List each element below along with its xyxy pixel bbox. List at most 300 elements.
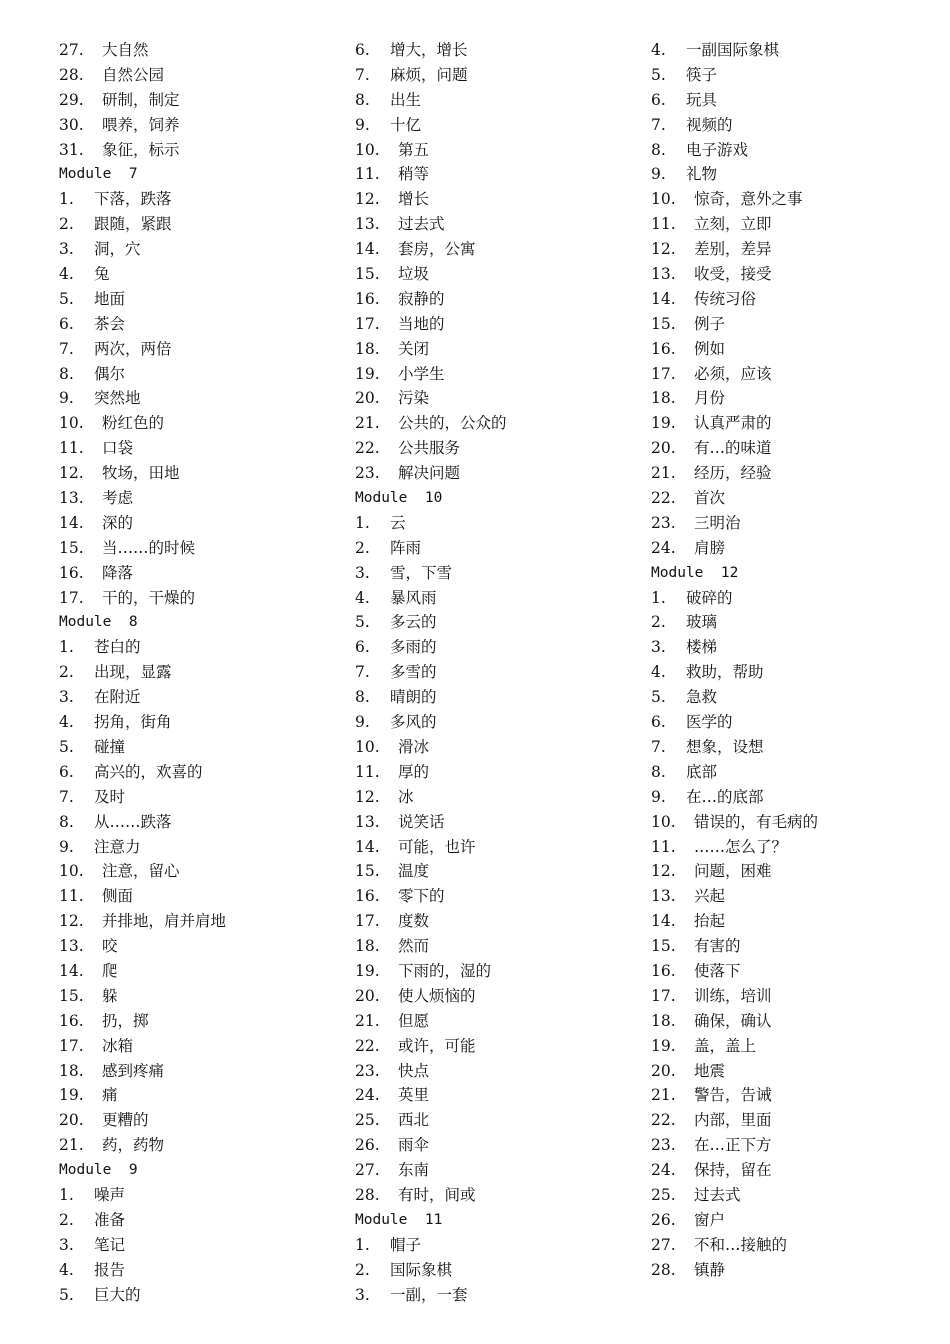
vocab-item: [355, 1059, 645, 1084]
item-meaning: 粉红色的: [102, 414, 165, 433]
item-number: 14.: [59, 513, 84, 532]
item-meaning: 跟随，紧跟: [94, 215, 172, 234]
vocab-item: [651, 635, 941, 660]
vocab-item: [651, 287, 941, 312]
item-meaning: 或许，可能: [398, 1036, 476, 1055]
item-number: 7.: [59, 787, 74, 806]
item-meaning: 垃圾: [398, 265, 430, 284]
item-meaning: 多风的: [390, 713, 437, 732]
item-number: 4.: [651, 41, 666, 59]
vocab-item: [651, 162, 941, 187]
item-number: 12.: [59, 464, 84, 483]
item-number: 3.: [651, 638, 666, 657]
item-meaning: 下落，跌落: [94, 190, 172, 209]
item-number: 10.: [355, 737, 380, 756]
item-number: 16.: [651, 961, 676, 980]
item-number: 23.: [651, 1136, 676, 1155]
vocab-item: [355, 386, 645, 411]
item-meaning: 认真严肃的: [694, 414, 772, 433]
vocab-item: [355, 635, 645, 660]
item-meaning: 麻烦，问题: [390, 65, 468, 84]
item-number: 7.: [651, 737, 666, 756]
vocab-item: [59, 436, 349, 461]
item-number: 26.: [651, 1210, 676, 1229]
item-number: 7.: [59, 339, 74, 358]
vocab-item: [59, 909, 349, 934]
item-number: 27.: [651, 1235, 676, 1254]
item-number: 15.: [651, 937, 676, 956]
item-number: 9.: [651, 165, 666, 184]
item-number: 22.: [651, 1111, 676, 1130]
item-number: 15.: [355, 265, 380, 284]
vocab-item: [651, 362, 941, 387]
vocab-item: [59, 835, 349, 860]
item-meaning: 过去式: [398, 215, 445, 234]
module-heading: Module 8: [59, 614, 138, 631]
vocab-item: [355, 1108, 645, 1133]
column-3: [651, 38, 941, 1283]
vocab-item: [59, 461, 349, 486]
vocab-item: [59, 337, 349, 362]
vocab-item: [355, 362, 645, 387]
item-meaning: 当……的时候: [102, 538, 196, 557]
vocab-item: [355, 884, 645, 909]
item-meaning: 当地的: [398, 314, 445, 333]
item-meaning: 及时: [94, 787, 126, 806]
item-number: 21.: [355, 414, 380, 433]
vocab-item: [355, 38, 645, 63]
item-meaning: 扔，掷: [102, 1011, 149, 1030]
item-number: 3.: [59, 240, 74, 259]
vocab-item: [355, 561, 645, 586]
item-number: 8.: [59, 364, 74, 383]
item-number: 5.: [355, 613, 370, 632]
item-number: 10.: [651, 812, 676, 831]
item-meaning: 公共的，公众的: [398, 414, 507, 433]
item-number: 3.: [59, 688, 74, 707]
item-meaning: 污染: [398, 389, 430, 408]
item-number: 12.: [355, 787, 380, 806]
item-number: 14.: [651, 912, 676, 931]
item-meaning: 注意，留心: [102, 862, 180, 881]
vocab-item: [59, 1183, 349, 1208]
item-number: 10.: [651, 190, 676, 209]
item-meaning: 零下的: [398, 887, 445, 906]
item-number: 12.: [355, 190, 380, 209]
vocab-item: [59, 536, 349, 561]
vocab-item: [651, 735, 941, 760]
vocab-item: [59, 884, 349, 909]
vocab-item: [651, 337, 941, 362]
item-meaning: ……怎么了？: [694, 837, 788, 856]
item-number: 2.: [355, 1260, 370, 1279]
item-number: 19.: [59, 1086, 84, 1105]
item-meaning: 多雪的: [390, 663, 437, 682]
item-meaning: 象征，标示: [102, 140, 180, 159]
item-number: 16.: [59, 1011, 84, 1030]
item-number: 2.: [59, 215, 74, 234]
vocab-item: [651, 88, 941, 113]
item-number: 17.: [651, 986, 676, 1005]
item-number: 29.: [59, 90, 84, 109]
item-number: 17.: [355, 912, 380, 931]
item-meaning: 在…正下方: [694, 1136, 772, 1155]
item-number: 14.: [59, 961, 84, 980]
item-meaning: 稍等: [398, 165, 430, 184]
item-number: 22.: [651, 489, 676, 508]
vocab-item: [651, 262, 941, 287]
item-number: 20.: [355, 389, 380, 408]
item-meaning: 电子游戏: [686, 140, 749, 159]
vocab-item: [355, 187, 645, 212]
item-meaning: 例子: [694, 314, 726, 333]
vocab-item: [59, 984, 349, 1009]
item-meaning: 滑冰: [398, 737, 430, 756]
item-number: 6.: [355, 41, 370, 59]
item-number: 28.: [59, 65, 84, 84]
item-meaning: 感到疼痛: [102, 1061, 165, 1080]
item-meaning: 过去式: [694, 1185, 741, 1204]
item-meaning: 解决问题: [398, 464, 461, 483]
vocab-item: [59, 362, 349, 387]
vocab-item: [651, 909, 941, 934]
item-number: 21.: [355, 1011, 380, 1030]
item-number: 5.: [59, 1285, 74, 1304]
item-meaning: 出现，显露: [94, 663, 172, 682]
item-number: 9.: [355, 115, 370, 134]
item-number: 18.: [355, 937, 380, 956]
vocab-item: [651, 536, 941, 561]
item-meaning: 十亿: [390, 115, 422, 134]
vocab-item: [355, 959, 645, 984]
vocab-item: [355, 63, 645, 88]
vocab-item: [651, 1158, 941, 1183]
item-meaning: 使人烦恼的: [398, 986, 476, 1005]
item-meaning: 第五: [398, 140, 430, 159]
item-meaning: 度数: [398, 912, 430, 931]
item-number: 11.: [59, 439, 84, 458]
item-number: 11.: [355, 165, 380, 184]
vocab-item: [59, 760, 349, 785]
item-number: 5.: [651, 688, 666, 707]
vocab-item: [651, 660, 941, 685]
item-meaning: 药，药物: [102, 1136, 165, 1155]
item-meaning: 晴朗的: [390, 688, 437, 707]
item-number: 31.: [59, 140, 84, 159]
item-number: 9.: [355, 713, 370, 732]
vocab-item: [59, 1059, 349, 1084]
item-meaning: 可能，也许: [398, 837, 476, 856]
vocab-item: [651, 859, 941, 884]
item-number: 5.: [59, 289, 74, 308]
module-heading: Module 9: [59, 1162, 138, 1179]
item-meaning: 使落下: [694, 961, 741, 980]
item-number: 11.: [651, 215, 676, 234]
item-meaning: 关闭: [398, 339, 430, 358]
item-number: 10.: [59, 414, 84, 433]
item-meaning: 医学的: [686, 713, 733, 732]
vocab-item: [651, 212, 941, 237]
item-number: 13.: [355, 215, 380, 234]
vocab-item: [651, 38, 941, 63]
item-meaning: 月份: [694, 389, 726, 408]
vocab-item: [651, 237, 941, 262]
item-meaning: 但愿: [398, 1011, 430, 1030]
item-meaning: 洞，穴: [94, 240, 141, 259]
item-number: 2.: [355, 538, 370, 557]
vocab-item: [651, 511, 941, 536]
vocab-item: [355, 1009, 645, 1034]
item-meaning: 寂静的: [398, 289, 445, 308]
column-1: [59, 38, 349, 1307]
item-number: 27.: [355, 1161, 380, 1180]
item-meaning: 茶会: [94, 314, 126, 333]
vocab-item: [59, 934, 349, 959]
item-number: 16.: [59, 563, 84, 582]
item-meaning: 破碎的: [686, 588, 733, 607]
item-number: 13.: [651, 887, 676, 906]
vocab-item: [59, 212, 349, 237]
vocab-item: [59, 63, 349, 88]
item-number: 27.: [59, 41, 84, 59]
item-meaning: 在附近: [94, 688, 141, 707]
vocab-item: [59, 710, 349, 735]
item-meaning: 确保，确认: [694, 1011, 772, 1030]
item-number: 1.: [59, 638, 74, 657]
item-meaning: 出生: [390, 90, 422, 109]
vocab-item: [355, 1283, 645, 1308]
item-meaning: 兴起: [694, 887, 726, 906]
item-meaning: 高兴的，欢喜的: [94, 762, 203, 781]
item-number: 23.: [355, 464, 380, 483]
item-meaning: 窗户: [694, 1210, 726, 1229]
item-number: 15.: [651, 314, 676, 333]
vocab-item: [355, 1034, 645, 1059]
vocab-item: [355, 1258, 645, 1283]
vocab-item: [59, 785, 349, 810]
item-meaning: 玩具: [686, 90, 718, 109]
vocab-item: [651, 1009, 941, 1034]
vocab-item: [355, 138, 645, 163]
vocab-item: [651, 461, 941, 486]
item-meaning: 深的: [102, 513, 134, 532]
vocab-item: [651, 312, 941, 337]
item-number: 17.: [59, 1036, 84, 1055]
vocab-item: [355, 859, 645, 884]
vocab-item: [59, 561, 349, 586]
vocab-item: [651, 436, 941, 461]
item-number: 25.: [651, 1185, 676, 1204]
item-number: 18.: [355, 339, 380, 358]
item-meaning: 喂养，饲养: [102, 115, 180, 134]
item-meaning: 从……跌落: [94, 812, 172, 831]
column-2: [355, 38, 645, 1307]
vocab-item: [59, 859, 349, 884]
vocab-item: [355, 760, 645, 785]
item-meaning: 雪，下雪: [390, 563, 453, 582]
vocab-item: [355, 287, 645, 312]
item-meaning: 惊奇，意外之事: [694, 190, 803, 209]
item-number: 20.: [651, 1061, 676, 1080]
item-number: 14.: [355, 837, 380, 856]
item-meaning: 笔记: [94, 1235, 126, 1254]
item-number: 11.: [59, 887, 84, 906]
vocab-item: [651, 411, 941, 436]
vocab-item: [651, 1233, 941, 1258]
item-number: 3.: [59, 1235, 74, 1254]
vocab-item: [59, 1009, 349, 1034]
vocab-item: [59, 1258, 349, 1283]
item-number: 5.: [59, 737, 74, 756]
item-meaning: 厚的: [398, 762, 430, 781]
item-number: 26.: [355, 1136, 380, 1155]
item-meaning: 冰箱: [102, 1036, 134, 1055]
item-meaning: 干的，干燥的: [102, 588, 196, 607]
vocab-item: [651, 113, 941, 138]
item-meaning: 错误的，有毛病的: [694, 812, 819, 831]
item-meaning: 有时，间或: [398, 1185, 476, 1204]
vocab-item: [59, 88, 349, 113]
item-meaning: 增大，增长: [390, 41, 468, 59]
item-meaning: 肩膀: [694, 538, 726, 557]
vocab-item: [59, 386, 349, 411]
vocab-item: [355, 337, 645, 362]
item-meaning: 视频的: [686, 115, 733, 134]
item-meaning: 保持，留在: [694, 1161, 772, 1180]
vocab-item: [355, 536, 645, 561]
item-meaning: 牧场，田地: [102, 464, 180, 483]
item-number: 4.: [59, 1260, 74, 1279]
item-number: 12.: [651, 862, 676, 881]
item-meaning: 噪声: [94, 1185, 126, 1204]
vocab-item: [651, 710, 941, 735]
item-number: 3.: [355, 563, 370, 582]
vocab-item: [355, 1183, 645, 1208]
item-meaning: 躲: [102, 986, 118, 1005]
item-number: 9.: [651, 787, 666, 806]
item-meaning: 云: [390, 513, 406, 532]
item-number: 12.: [59, 912, 84, 931]
vocab-item: [651, 1034, 941, 1059]
vocab-item: [355, 88, 645, 113]
vocab-item: [651, 685, 941, 710]
item-number: 18.: [651, 389, 676, 408]
item-number: 21.: [59, 1136, 84, 1155]
item-number: 8.: [651, 762, 666, 781]
item-number: 6.: [355, 638, 370, 657]
vocab-item: [651, 586, 941, 611]
item-meaning: 更糟的: [102, 1111, 149, 1130]
item-number: 11.: [651, 837, 676, 856]
vocab-item: [651, 1183, 941, 1208]
item-number: 13.: [59, 937, 84, 956]
vocab-item: [355, 610, 645, 635]
item-number: 7.: [355, 663, 370, 682]
item-number: 18.: [59, 1061, 84, 1080]
item-meaning: 传统习俗: [694, 289, 757, 308]
item-number: 4.: [59, 265, 74, 284]
vocab-item: [355, 984, 645, 1009]
item-meaning: 东南: [398, 1161, 430, 1180]
module-heading: Module 11: [355, 1211, 443, 1228]
vocab-item: [355, 835, 645, 860]
vocab-item: [59, 511, 349, 536]
vocab-item: [651, 138, 941, 163]
item-meaning: 注意力: [94, 837, 141, 856]
item-meaning: 一副，一套: [390, 1285, 468, 1304]
vocab-item: [355, 212, 645, 237]
item-meaning: 首次: [694, 489, 726, 508]
vocab-item: [355, 262, 645, 287]
vocab-item: [651, 760, 941, 785]
vocab-item: [651, 610, 941, 635]
vocab-item: [355, 411, 645, 436]
vocab-item: [651, 187, 941, 212]
vocab-item: [355, 710, 645, 735]
item-number: 1.: [59, 1185, 74, 1204]
item-meaning: 说笑话: [398, 812, 445, 831]
vocab-item: [355, 312, 645, 337]
item-number: 2.: [651, 613, 666, 632]
item-meaning: 拐角，街角: [94, 713, 172, 732]
item-meaning: 多雨的: [390, 638, 437, 657]
item-meaning: 一副国际象棋: [686, 41, 780, 59]
vocab-item: [651, 934, 941, 959]
item-number: 2.: [59, 1210, 74, 1229]
item-meaning: 雨伞: [398, 1136, 430, 1155]
item-number: 2.: [59, 663, 74, 682]
item-number: 11.: [355, 762, 380, 781]
item-meaning: 筷子: [686, 65, 718, 84]
item-number: 6.: [651, 713, 666, 732]
item-number: 23.: [355, 1061, 380, 1080]
item-number: 15.: [59, 538, 84, 557]
item-meaning: 底部: [686, 762, 718, 781]
item-number: 1.: [651, 588, 666, 607]
item-number: 18.: [651, 1011, 676, 1030]
item-meaning: 不和…接触的: [694, 1235, 788, 1254]
vocab-item: [59, 1233, 349, 1258]
item-number: 15.: [59, 986, 84, 1005]
item-meaning: 救助，帮助: [686, 663, 764, 682]
item-meaning: 镇静: [694, 1260, 726, 1279]
vocab-item: [59, 959, 349, 984]
item-number: 17.: [651, 364, 676, 383]
vocab-item: [355, 909, 645, 934]
item-meaning: 急救: [686, 688, 718, 707]
item-meaning: 阵雨: [390, 538, 422, 557]
vocab-item: [59, 486, 349, 511]
item-meaning: 有…的味道: [694, 439, 772, 458]
vocab-item: [59, 113, 349, 138]
item-number: 13.: [651, 265, 676, 284]
item-meaning: 研制，制定: [102, 90, 180, 109]
item-number: 16.: [651, 339, 676, 358]
vocab-item: [59, 735, 349, 760]
vocab-item: [651, 1108, 941, 1133]
item-number: 15.: [355, 862, 380, 881]
item-meaning: 帽子: [390, 1235, 422, 1254]
vocab-item: [355, 1158, 645, 1183]
item-meaning: 咬: [102, 937, 118, 956]
vocab-item: [651, 1059, 941, 1084]
item-meaning: 暴风雨: [390, 588, 437, 607]
vocab-item: [651, 984, 941, 1009]
item-meaning: 立刻，立即: [694, 215, 772, 234]
item-number: 20.: [59, 1111, 84, 1130]
vocab-item: [651, 959, 941, 984]
item-meaning: 抬起: [694, 912, 726, 931]
